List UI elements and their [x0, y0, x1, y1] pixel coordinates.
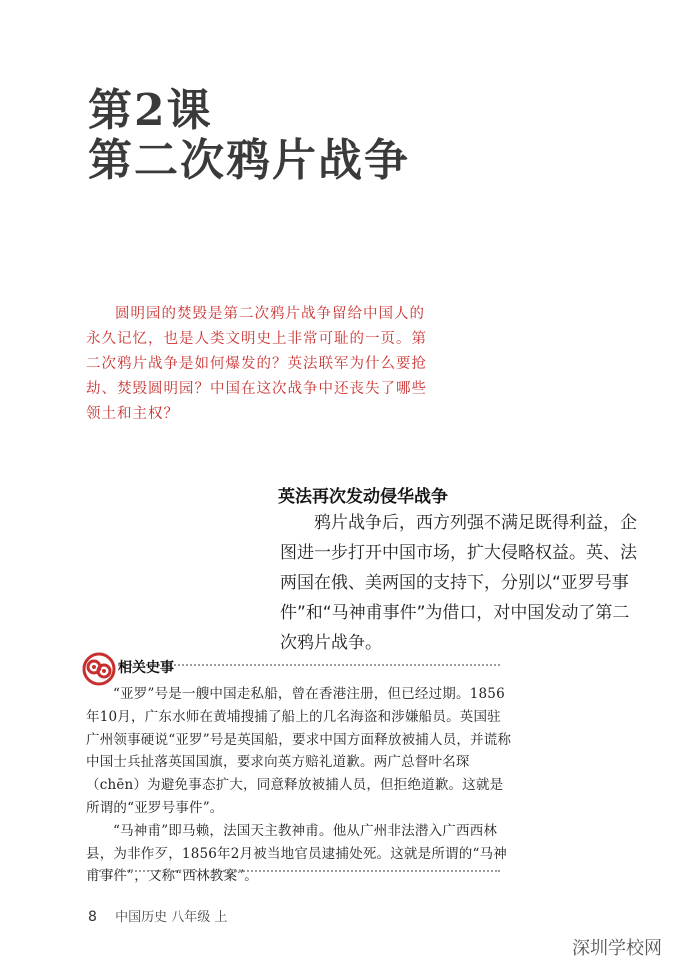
related-box-body [86, 683, 512, 888]
related-paragraph-1: “亚罗”号是一艘中国走私船，曾在香港注册，但已经过期。1856年10月，广东水师在黄埔搜捕了船上的几名海盗和涉嫌船员。英国驻广州领事硬说“亚罗”号是英国船，要求中国方面释放被捕人员，并谎称中国士兵扯落英国国旗，要求向英方赔礼道歉。两广总督叶名琛（chēn）为避免事态扩大，同意释放被捕人员，但拒绝道歉。这就是所谓的“亚罗号事件”。 [86, 686, 512, 816]
section-heading: 英法再次发动侵华战争 [278, 487, 448, 507]
watermark: 深圳学校网 [572, 938, 662, 959]
book-title: 中国历史 八年级 上 [115, 910, 228, 925]
lesson-number: 第2课 [88, 85, 213, 136]
section-paragraph: 鸦片战争后，西方列强不满足既得利益，企图进一步打开中国市场，扩大侵略权益。英、法两国在俄、美两国的支持下，分别以“亚罗号事件”和“马神甫事件”为借口，对中国发动了第二次鸦片战争。 [280, 513, 637, 653]
related-history-icon [82, 652, 116, 686]
box-top-divider [118, 664, 500, 666]
page-footer [88, 906, 227, 925]
related-paragraph-2: “马神甫”即马赖，法国天主教神甫。他从广州非法潜入广西西林县，为非作歹，1856年2月被当地官员逮捕处死。这就是所谓的“马神甫事件”，又称“西林教案”。 [86, 822, 507, 885]
box-bottom-divider [88, 870, 500, 872]
intro-text [86, 302, 438, 427]
section-body [280, 508, 646, 658]
page-number: 8 [88, 909, 97, 925]
intro-paragraph: 圆明园的焚毁是第二次鸦片战争留给中国人的永久记忆，也是人类文明史上非常可耻的一页。第二次鸦片战争是如何爆发的？英法联军为什么要抢劫、焚毁圆明园？中国在这次战争中还丧失了哪些领土和主权？ [86, 306, 427, 422]
related-box-title: 相关史事 [118, 660, 174, 676]
lesson-title: 第二次鸦片战争 [88, 135, 410, 186]
